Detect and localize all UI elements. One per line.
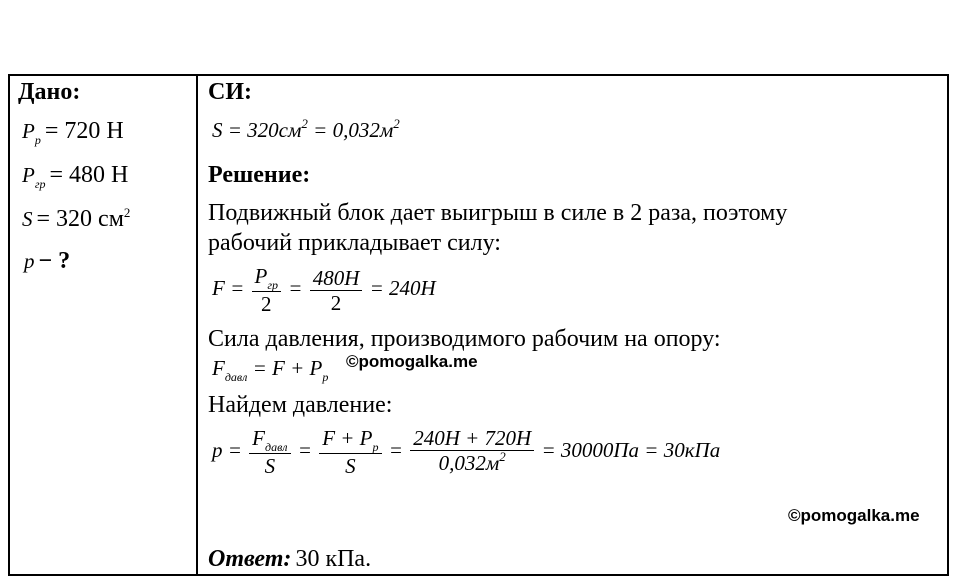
watermark-mid: ©pomogalka.me [346,352,478,371]
column-divider [196,76,198,574]
answer-value: 30 кПа. [295,546,372,572]
answer-line [208,546,371,573]
solution-paragraph-1-cont: рабочий прикладывает силу: [208,230,501,256]
fraction-sum-over-area: $\frac{F + P_p}{S}$ [319,426,381,478]
given-item-weight-load: $P_{гр} = 480$ Н [22,162,129,191]
fraction-numeric: $\frac{240H + 720H}{0,032м^2}$ [410,426,534,478]
solution-title: Решение: [208,162,311,188]
si-formula: $S = 320см^2 = 0,032м^2$ [212,116,400,142]
si-title: СИ: [208,79,252,105]
watermark-bottom: ©pomogalka.me [788,506,920,525]
equation-pressure: p = $\frac{F_{давл}}{S}$ = $\frac{F + P_p}{S}$ = $\frac{240H + 720H}{0,032м^2}$ = 30000Па = 30кПа [212,426,721,478]
answer-label: Ответ: [208,546,292,572]
equation-force: F = $\frac{P_{гр}}{2}$ = $\frac{480H}{2}$ = 240H [212,264,436,316]
solution-paragraph-3: Найдем давление: [208,392,393,418]
fraction-force-over-area: $\frac{F_{давл}}{S}$ [249,426,290,478]
solution-paragraph-1: Подвижный блок дает выигрыш в силе в 2 раза, поэтому [208,200,788,226]
given-item-unknown: p − ? [24,248,71,274]
given-title: Дано: [18,79,81,105]
given-item-weight-worker: $P_р = 720$ Н [22,118,124,147]
solution-table [8,74,949,576]
solution-paragraph-2: Сила давления, производимого рабочим на опору: [208,326,721,352]
given-item-area: S = 320 $см^2$ [22,205,131,232]
fraction-load-over-two: $\frac{P_{гр}}{2}$ [252,264,282,316]
equation-pressure-force: $F_{давл} = F + P_p$ [212,356,329,384]
fraction-480-over-two: $\frac{480H}{2}$ [310,266,363,315]
